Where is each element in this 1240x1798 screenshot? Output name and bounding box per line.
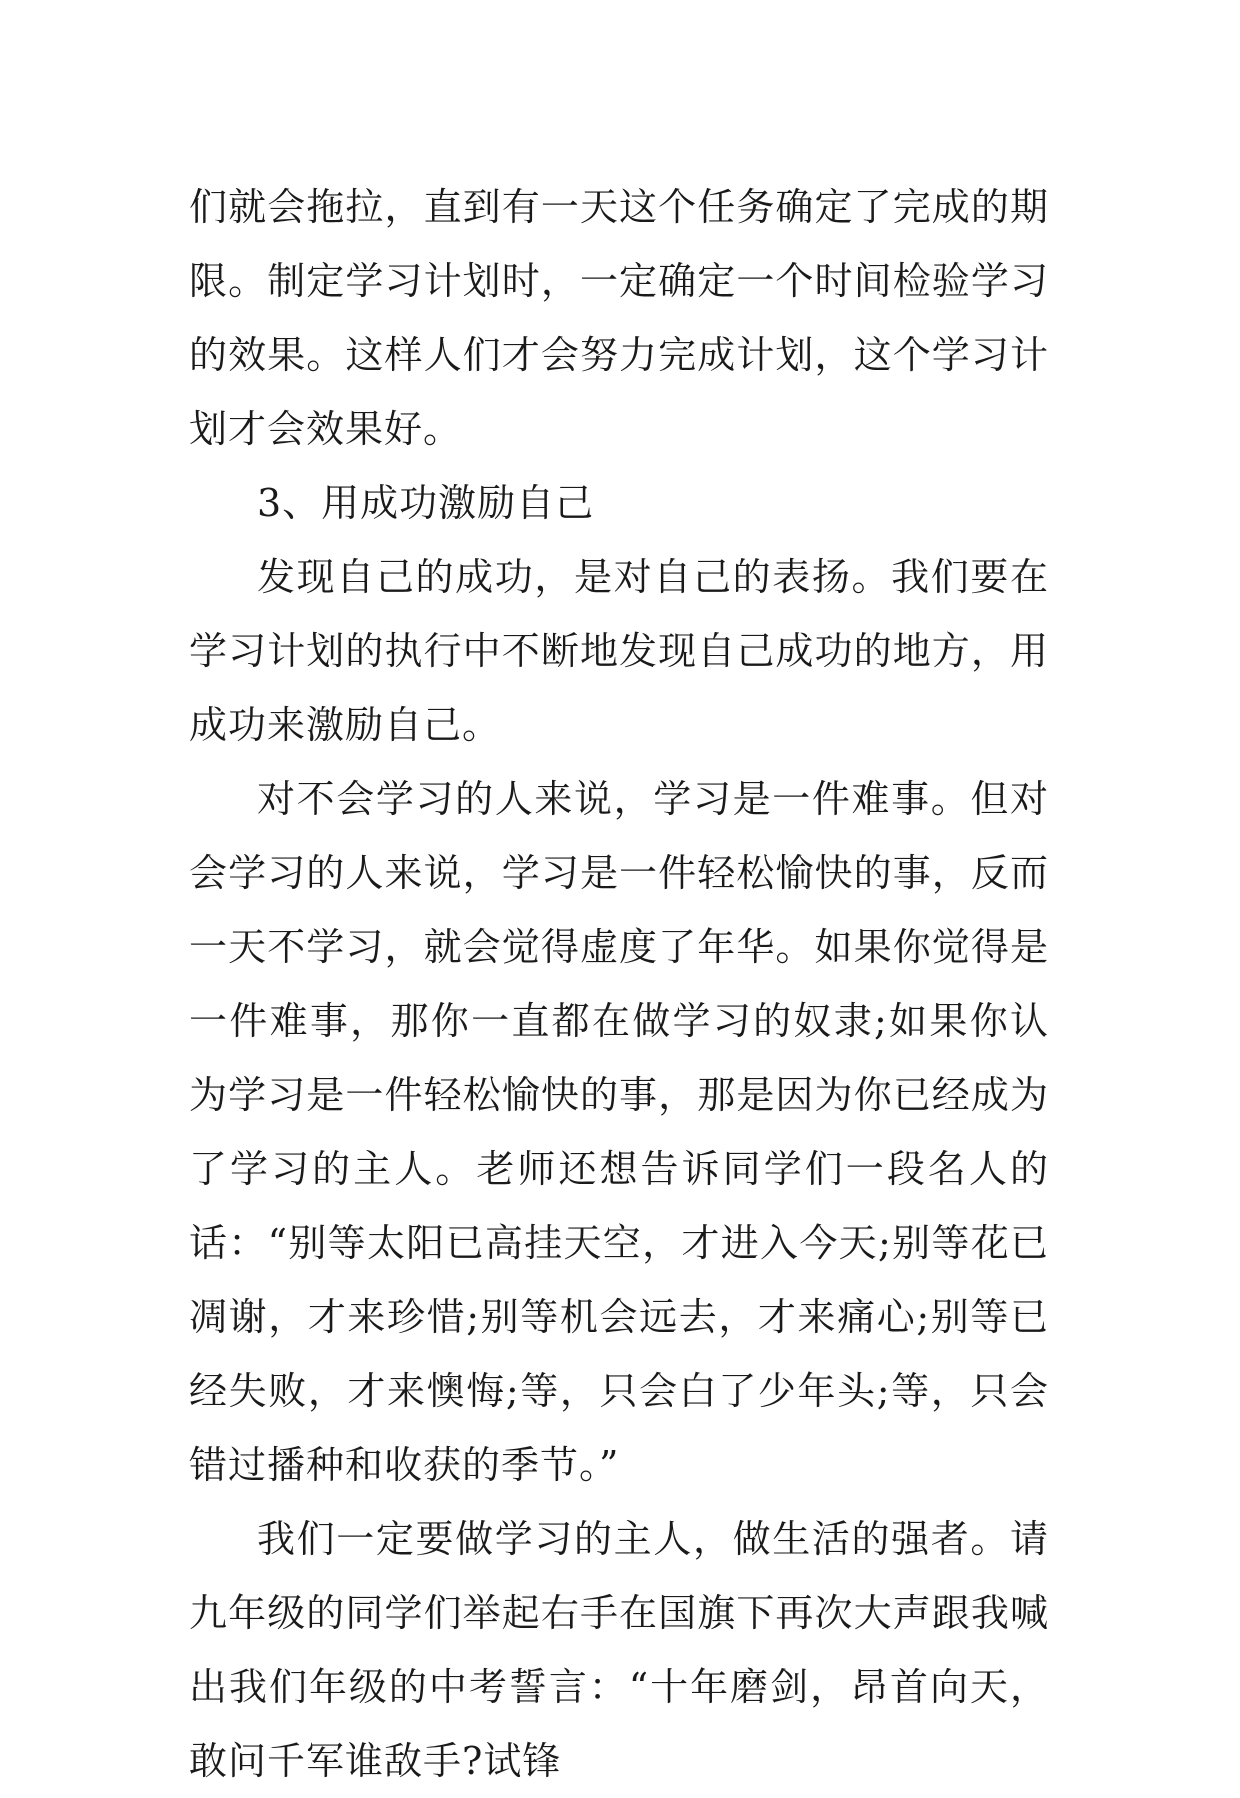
paragraph: 发现自己的成功，是对自己的表扬。我们要在学习计划的执行中不断地发现自己成功的地方，用成功来激励自己。 xyxy=(189,555,1049,747)
section-heading: 3、用成功激励自己 xyxy=(257,481,595,525)
document-body xyxy=(189,170,1049,1798)
paragraph-continued: 们就会拖拉，直到有一天这个任务确定了完成的期限。制定学习计划时，一定确定一个时间检验学习的效果。这样人们才会努力完成计划，这个学习计划才会效果好。 xyxy=(189,185,1049,451)
paragraph: 我们一定要做学习的主人，做生活的强者。请九年级的同学们举起右手在国旗下再次大声跟我喊出我们年级的中考誓言：“十年磨剑，昂首向天，敢问千军谁敌手?试锋 xyxy=(189,1517,1049,1783)
paragraph: 对不会学习的人来说，学习是一件难事。但对会学习的人来说，学习是一件轻松愉快的事，反而一天不学习，就会觉得虚度了年华。如果你觉得是一件难事，那你一直都在做学习的奴隶;如果你认为学习是一件轻松愉快的事，那是因为你已经成为了学习的主人。老师还想告诉同学们一段名人的话：“别等太阳已高挂天空，才进入今天;别等花已凋谢，才来珍惜;别等机会远去，才来痛心;别等已经失败，才来懊悔;等，只会白了少年头;等，只会错过播种和收获的季节。” xyxy=(189,777,1049,1487)
